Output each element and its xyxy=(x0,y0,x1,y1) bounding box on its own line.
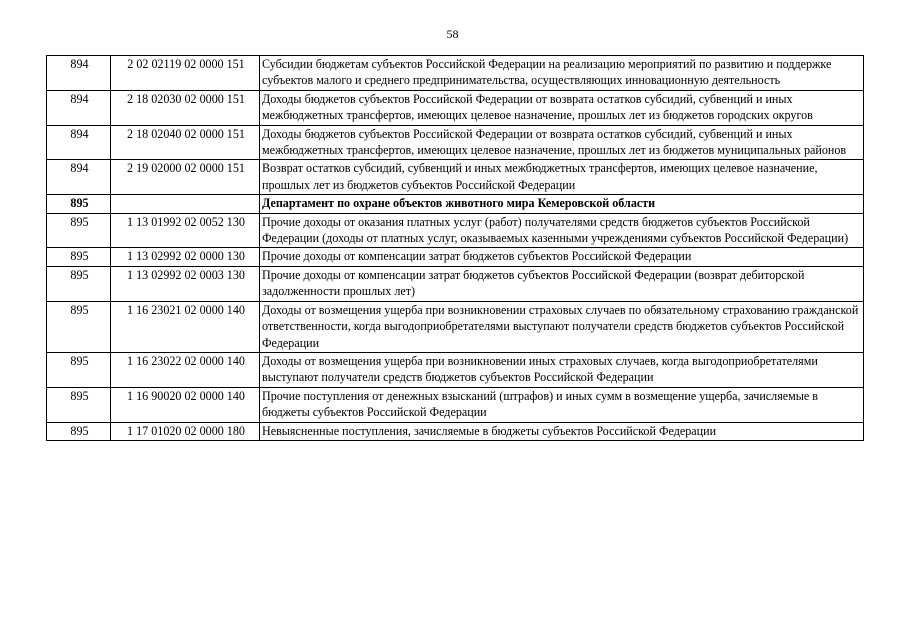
budget-code-cell: 1 16 23022 02 0000 140 xyxy=(111,352,260,387)
page-number: 58 xyxy=(446,27,459,41)
revenue-name-cell: Департамент по охране объектов животного мира Кемеровской области xyxy=(260,195,864,213)
budget-code-cell: 1 13 02992 02 0000 130 xyxy=(111,248,260,266)
budget-code-cell: 2 19 02000 02 0000 151 xyxy=(111,160,260,195)
revenue-name-cell: Прочие доходы от компенсации затрат бюджетов субъектов Российской Федерации (возврат дебиторской задолженности прошлых лет) xyxy=(260,266,864,301)
admin-code-cell: 895 xyxy=(47,248,111,266)
table-row xyxy=(47,160,864,195)
table-row xyxy=(47,56,864,91)
table-row xyxy=(47,422,864,440)
budget-code-cell: 2 18 02040 02 0000 151 xyxy=(111,125,260,160)
budget-classification-table xyxy=(46,55,864,441)
table-body xyxy=(47,56,864,441)
budget-code-cell: 1 13 01992 02 0052 130 xyxy=(111,213,260,248)
budget-code-cell: 2 18 02030 02 0000 151 xyxy=(111,90,260,125)
revenue-name-cell: Субсидии бюджетам субъектов Российской Федерации на реализацию мероприятий по развитию и поддержке субъектов малого и среднего предпринимательства, осуществляющих инновационную деятельность xyxy=(260,56,864,91)
table-row xyxy=(47,387,864,422)
admin-code-cell: 894 xyxy=(47,125,111,160)
admin-code-cell: 894 xyxy=(47,160,111,195)
admin-code-cell: 895 xyxy=(47,422,111,440)
admin-code-cell: 895 xyxy=(47,195,111,213)
revenue-name-cell: Доходы от возмещения ущерба при возникновении иных страховых случаев, когда выгодоприобретателями выступают получатели средств бюджетов субъектов Российской Федерации xyxy=(260,352,864,387)
revenue-name-cell: Возврат остатков субсидий, субвенций и иных межбюджетных трансфертов, имеющих целевое назначение, прошлых лет из бюджетов субъектов Российской Федерации xyxy=(260,160,864,195)
admin-code-cell: 894 xyxy=(47,56,111,91)
admin-code-cell: 895 xyxy=(47,266,111,301)
revenue-name-cell: Доходы от возмещения ущерба при возникновении страховых случаев по обязательному страхованию гражданской ответственности, когда выгодоприобретателями выступают получатели средств бюджетов субъектов Российской Федерации xyxy=(260,301,864,352)
budget-code-cell: 1 17 01020 02 0000 180 xyxy=(111,422,260,440)
budget-code-cell: 1 16 23021 02 0000 140 xyxy=(111,301,260,352)
table-row xyxy=(47,125,864,160)
budget-code-cell: 1 16 90020 02 0000 140 xyxy=(111,387,260,422)
table-section-header-row xyxy=(47,195,864,213)
table-row xyxy=(47,248,864,266)
revenue-name-cell: Доходы бюджетов субъектов Российской Федерации от возврата остатков субсидий, субвенций и иных межбюджетных трансфертов, имеющих целевое назначение, прошлых лет из бюджетов городских округов xyxy=(260,90,864,125)
budget-code-cell xyxy=(111,195,260,213)
budget-code-cell: 1 13 02992 02 0003 130 xyxy=(111,266,260,301)
admin-code-cell: 895 xyxy=(47,387,111,422)
budget-code-cell: 2 02 02119 02 0000 151 xyxy=(111,56,260,91)
revenue-name-cell: Невыясненные поступления, зачисляемые в бюджеты субъектов Российской Федерации xyxy=(260,422,864,440)
table-row xyxy=(47,266,864,301)
table-row xyxy=(47,90,864,125)
table-row xyxy=(47,301,864,352)
admin-code-cell: 895 xyxy=(47,352,111,387)
revenue-name-cell: Прочие поступления от денежных взысканий (штрафов) и иных сумм в возмещение ущерба, зачисляемые в бюджеты субъектов Российской Федерации xyxy=(260,387,864,422)
table-row xyxy=(47,213,864,248)
admin-code-cell: 895 xyxy=(47,213,111,248)
revenue-name-cell: Доходы бюджетов субъектов Российской Федерации от возврата остатков субсидий, субвенций и иных межбюджетных трансфертов, имеющих целевое назначение, прошлых лет из бюджетов муниципальных районов xyxy=(260,125,864,160)
admin-code-cell: 894 xyxy=(47,90,111,125)
table-row xyxy=(47,352,864,387)
admin-code-cell: 895 xyxy=(47,301,111,352)
revenue-name-cell: Прочие доходы от оказания платных услуг (работ) получателями средств бюджетов субъектов Российской Федерации (доходы от платных услуг, оказываемых казенными учреждениями субъектов Российской Федерации) xyxy=(260,213,864,248)
revenue-name-cell: Прочие доходы от компенсации затрат бюджетов субъектов Российской Федерации xyxy=(260,248,864,266)
